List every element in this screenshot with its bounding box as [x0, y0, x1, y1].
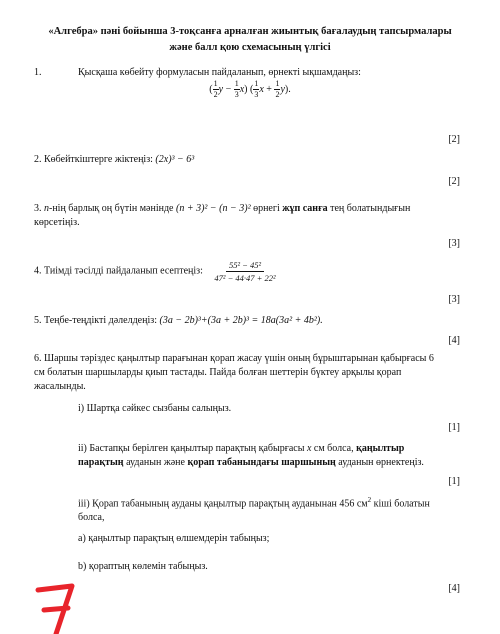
task-1-number: 1.	[34, 67, 42, 78]
task-6-ii	[78, 442, 460, 470]
task-2-text: 2. Көбейткіштерге жіктеңіз:	[34, 154, 153, 165]
task-3-prefix: 3.	[34, 203, 44, 214]
fraction-2-num: 1	[234, 79, 239, 88]
handwritten-seven-icon	[34, 580, 78, 634]
task-5	[34, 314, 464, 328]
var-4: y	[280, 83, 285, 95]
op-minus: −	[223, 83, 234, 95]
task-3-mark: [3]	[448, 238, 460, 249]
op-plus: +	[263, 83, 275, 95]
title-line-1: «Алгебра» пәні бойынша 3-тоқсанға арналған жиынтық бағалаудың тапсырмалары	[48, 26, 452, 37]
task-3-bold: жұп санға	[282, 203, 328, 214]
paren-close-2: ).	[284, 83, 291, 95]
fraction-1-num: 1	[213, 79, 218, 88]
task-6-intro	[34, 352, 464, 394]
task-4-denominator: 47² − 44·47 + 22²	[214, 273, 276, 284]
paren-open-2: (	[247, 83, 254, 95]
task-6-ii-bold-2: парақтың	[78, 457, 124, 468]
task-1-text: Қысқаша көбейту формуласын пайдаланып, өрнекті ықшамдаңыз:	[78, 67, 361, 78]
task-6-b: b) қораптың көлемін табыңыз.	[78, 561, 208, 572]
task-6-ii-b: см болса,	[311, 443, 357, 454]
task-6-i: i) Шартқа сәйкес сызбаны салыңыз.	[78, 403, 232, 414]
task-6-ii-mark: [1]	[448, 476, 460, 487]
fraction-4-den: 2	[275, 90, 280, 99]
task-3-line-2: көрсетіңіз.	[34, 217, 80, 228]
task-5-text: 5. Теңбе-теңдікті дәлелдеңіз:	[34, 315, 157, 326]
task-6-iii-sup: 2	[367, 496, 372, 504]
document-title	[40, 24, 460, 56]
task-2	[34, 153, 464, 167]
paren-close-1: )	[244, 83, 248, 95]
var-3: x	[259, 83, 264, 95]
title-line-2: және балл қою схемасының үлгісі	[169, 41, 331, 53]
fraction-3-num: 1	[254, 79, 259, 88]
task-3-n: n	[44, 203, 49, 214]
fraction-3-den: 3	[254, 90, 259, 99]
task-6-a: a) қаңылтыр парақтың өлшемдерін табыңыз;	[78, 533, 270, 544]
var-1: y	[218, 83, 224, 95]
task-6-ii-x: x	[306, 443, 312, 454]
task-6-iii-a: iii) Қорап табанының ауданы қаңылтыр парақтың ауданынан 456 см	[78, 498, 368, 510]
fraction-4-num: 1	[275, 79, 280, 88]
task-6-line-1: 6. Шаршы тәріздес қаңылтыр парағынан қорап жасау үшін оның бұрыштарынан қабырғасы 6	[34, 353, 434, 364]
task-6-iii-mark: [4]	[448, 583, 460, 594]
task-6-ii-line-2	[78, 456, 460, 470]
task-3-line-1	[34, 202, 464, 216]
task-5-formula: (3a − 2b)³+(3a + 2b)³ = 18a(3a² + 4b²).	[159, 315, 323, 326]
task-6-ii-bold-1: қаңылтыр	[356, 443, 405, 454]
fraction-1-den: 2	[213, 90, 218, 99]
task-6-iii-b: кіші болатын	[371, 498, 430, 510]
task-3-text-b: өрнегі	[250, 203, 283, 214]
task-6-iii-line-2: болса,	[78, 512, 105, 524]
task-6-i-mark: [1]	[448, 422, 460, 433]
task-2-mark: [2]	[448, 176, 460, 187]
task-4-numerator: 55² − 45²	[226, 260, 264, 272]
paren-open-1: (	[209, 83, 213, 95]
task-6-iii	[78, 496, 460, 525]
task-3-formula: (n + 3)² − (n − 3)²	[176, 203, 251, 214]
task-4	[34, 260, 464, 283]
task-3-text-a: -нің барлық оң бүтін мәнінде	[49, 203, 176, 214]
task-4-text: 4. Тиімді тәсілді пайдаланып есептеңіз:	[34, 265, 203, 277]
task-4-fraction	[211, 260, 278, 283]
task-5-mark: [4]	[448, 335, 460, 346]
task-6-ii-bold-3: қорап табанындағы шаршының	[187, 457, 336, 468]
task-1-formula	[80, 80, 420, 99]
task-6-line-2: см болатын шаршыларды қиып тастады. Пайда болған шеттерін бүктеу арқылы қорап	[34, 367, 402, 378]
task-6-ii-c: ауданын және	[123, 457, 188, 468]
task-3-text-c: тең болатындығын	[327, 203, 411, 214]
fraction-2-den: 3	[234, 90, 239, 99]
task-1-mark: [2]	[448, 134, 460, 145]
task-4-mark: [3]	[448, 294, 460, 305]
task-2-formula: (2x)³ − 6³	[155, 154, 195, 165]
task-6-ii-line-1	[78, 442, 460, 456]
var-2: x	[239, 83, 245, 95]
task-6-ii-d: ауданын өрнектеңіз.	[335, 457, 424, 468]
task-6-line-3: жасалынды.	[34, 381, 86, 392]
task-3	[34, 202, 464, 230]
task-6-ii-a: ii) Бастапқы берілген қаңылтыр парақтың қабырғасы	[78, 443, 307, 454]
task-6-iii-line-1	[78, 496, 460, 511]
